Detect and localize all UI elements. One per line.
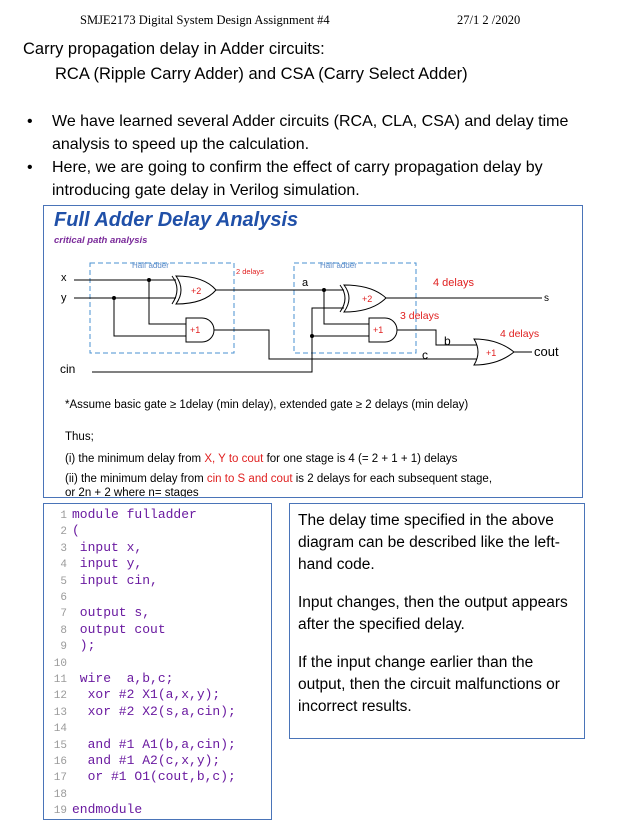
code-text: input x, (72, 539, 143, 555)
full-adder-figure (43, 205, 583, 498)
explanation-box (289, 503, 585, 739)
code-text: xor #2 X2(s,a,cin); (72, 703, 236, 719)
code-line (44, 769, 236, 786)
code-line (44, 589, 72, 606)
date-header: 27/1 2 /2020 (457, 13, 521, 27)
label-3-delays: 3 delays (400, 310, 440, 322)
code-text: endmodule (72, 802, 143, 818)
svg-text:+1: +1 (190, 325, 201, 335)
svg-text:+2: +2 (362, 294, 373, 304)
line-number: 7 (60, 608, 67, 621)
signal-x: x (61, 272, 67, 284)
page-title: Carry propagation delay in Adder circuits: (23, 40, 325, 58)
line-number: 12 (53, 690, 67, 703)
code-line (44, 687, 220, 704)
code-line (44, 655, 72, 672)
code-text: input y, (72, 556, 143, 572)
code-line (44, 753, 220, 770)
line-number: 15 (53, 739, 67, 752)
line-number: 3 (60, 542, 67, 555)
code-line (44, 737, 236, 754)
line-number: 10 (53, 657, 67, 670)
code-text: output cout (72, 621, 166, 637)
note-line-2: (ii) the minimum delay from cin to S and cout is 2 delays for each subsequent stage, (65, 473, 493, 485)
code-text: or #1 O1(cout,b,c); (72, 769, 236, 785)
line-number: 6 (60, 592, 67, 604)
code-line (44, 605, 150, 622)
code-line (44, 802, 142, 819)
signal-c: c (422, 348, 428, 362)
explanation-para-1: The delay time specified in the above diagram can be described like the left-hand code. (298, 512, 560, 573)
line-number: 18 (53, 788, 67, 801)
half-adder-label-2: Half adder (320, 261, 357, 270)
line-number: 16 (53, 756, 67, 768)
explanation-para-2: Input changes, then the output appears after the specified delay. (298, 594, 568, 633)
circuit-diagram (44, 206, 582, 497)
label-4-delays-s: 4 delays (433, 277, 474, 289)
signal-y: y (61, 292, 67, 304)
course-header: SMJE2173 Digital System Design Assignment #4 (80, 13, 330, 27)
code-text: input cin, (72, 572, 158, 588)
signal-s: s (544, 293, 549, 304)
label-2-delays: 2 delays (236, 267, 264, 276)
note-line-3: or 2n + 2 where n= stages (65, 487, 199, 497)
code-line (44, 573, 158, 590)
signal-cout: cout (534, 344, 559, 359)
code-line (44, 638, 95, 655)
bullet-item: • Here, we are going to confirm the effect of carry propagation delay by introducing gate delay in Verilog simulation. (27, 159, 543, 199)
line-number: 2 (60, 526, 67, 539)
signal-b: b (444, 334, 451, 348)
svg-text:+1: +1 (373, 325, 384, 335)
line-number: 5 (60, 575, 67, 588)
bullet-item: • We have learned several Adder circuits (RCA, CLA, CSA) and delay time analysis to speed up the calculation. (27, 113, 569, 153)
code-text: and #1 A2(c,x,y); (72, 753, 221, 768)
code-line (44, 720, 72, 737)
half-adder-label-1: Half adder (132, 261, 169, 270)
explanation-para-3: If the input change earlier than the output, then the circuit malfunctions or incorrect results. (298, 654, 560, 715)
code-text: module fulladder (72, 507, 197, 522)
code-text: wire a,b,c; (72, 671, 174, 686)
code-line (44, 523, 80, 540)
line-number: 17 (53, 772, 67, 785)
line-number: 11 (53, 674, 67, 686)
code-text: ); (72, 638, 96, 654)
half-adder-box-1 (90, 263, 234, 353)
line-number: 4 (60, 559, 67, 572)
line-number: 9 (60, 641, 67, 654)
line-number: 19 (53, 805, 67, 818)
code-text: and #1 A1(b,a,cin); (72, 736, 236, 752)
bullet-list (27, 110, 607, 202)
code-line (44, 540, 142, 557)
bullet-text: Here, we are going to confirm the effect of carry propagation delay by introducing gate delay in Verilog simulation. (52, 159, 543, 199)
svg-text:+2: +2 (191, 286, 202, 296)
bullet-text: We have learned several Adder circuits (RCA, CLA, CSA) and delay time analysis to speed up the calculation. (52, 113, 569, 153)
signal-a: a (302, 277, 309, 289)
code-line (44, 556, 142, 573)
code-text: output s, (72, 605, 151, 621)
line-number: 14 (53, 723, 67, 736)
code-text: xor #2 X1(a,x,y); (72, 687, 221, 703)
line-number: 8 (60, 624, 67, 637)
page-subtitle: RCA (Ripple Carry Adder) and CSA (Carry Select Adder) (55, 65, 468, 83)
figure-title: Full Adder Delay Analysis (54, 209, 299, 231)
code-line (44, 704, 236, 721)
line-number: 1 (60, 510, 67, 522)
assumption-note: *Assume basic gate ≥ 1delay (min delay), extended gate ≥ 2 delays (min delay) (65, 399, 469, 411)
code-line (44, 507, 197, 524)
signal-cin: cin (60, 362, 76, 376)
code-line (44, 622, 166, 639)
svg-text:+1: +1 (486, 348, 497, 358)
note-line-1: (i) the minimum delay from X, Y to cout for one stage is 4 (= 2 + 1 + 1) delays (65, 453, 458, 465)
code-line (44, 671, 173, 688)
line-number: 13 (53, 706, 67, 719)
figure-subtitle: critical path analysis (54, 235, 148, 246)
code-text: ( (72, 523, 80, 539)
thus-label: Thus; (65, 431, 94, 443)
verilog-code-box (43, 503, 272, 820)
code-line (44, 786, 72, 803)
label-4-delays-cout: 4 delays (500, 328, 540, 340)
